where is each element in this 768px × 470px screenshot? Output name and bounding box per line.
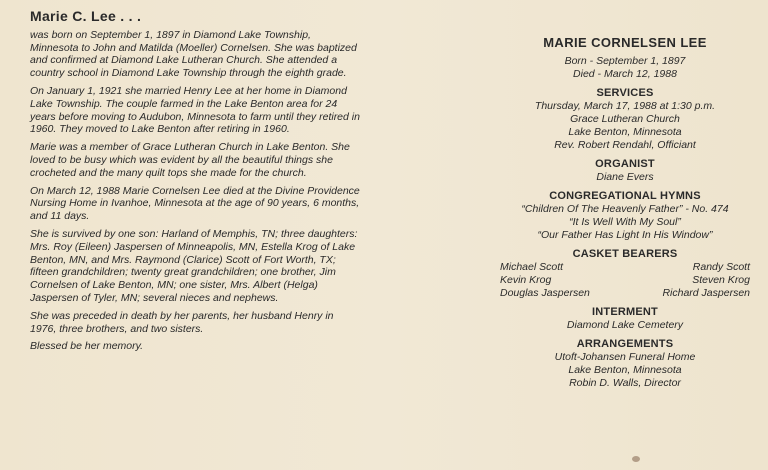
obituary-paragraph: was born on September 1, 1897 in Diamond Lake Township, Minnesota to John and Matilda (Moeller) Cornelsen. She was baptized and confirmed at Diamond Lake Lutheran Church. She attended a country school in Diamond Lake Township through the eighth grade. [30,28,357,80]
bearers-list [500,261,750,300]
organist-name: Diane Evers [596,171,654,183]
bearer-name: Richard Jaspersen [662,287,750,299]
hymn-title: “Children Of The Heavenly Father” - No. 474 [521,203,729,215]
bearers-heading: CASKET BEARERS [572,248,678,260]
hymns-heading: CONGREGATIONAL HYMNS [549,190,701,202]
services-line: Rev. Robert Rendahl, Officiant [554,139,696,151]
arrangements-heading: ARRANGEMENTS [576,338,674,350]
interment-place: Diamond Lake Cemetery [566,319,684,331]
hymn-title: “It Is Well With My Soul” [569,216,681,228]
bearer-name: Steven Krog [692,274,750,286]
services-line: Thursday, March 17, 1988 at 1:30 p.m. [534,100,716,112]
died-date: Died - March 12, 1988 [573,68,677,80]
paper-stain [632,456,640,462]
obituary-column [30,10,360,358]
service-program [500,36,750,390]
bearer-name: Kevin Krog [500,274,552,286]
obituary-paragraph: Blessed be her memory. [30,340,144,353]
obituary-paragraph: She is survived by one son: Harland of Memphis, TN; three daughters: Mrs. Roy (Eileen) Jaspersen of Minneapolis, MN, Estella Krog of Lake Benton, MN, and Mrs. Raymond (Clarice) Scott of Fort Worth, TX; fifteen grandchildren; twenty great grandchildren; one brother, Jim Cornelsen of Lake Benton, MN; one sister, Mrs. Albert (Helga) Jaspersen of Tyler, MN; several nieces and nephews. [30,227,358,304]
arrangements-line: Robin D. Walls, Director [569,377,681,389]
services-line: Grace Lutheran Church [570,113,680,125]
obituary-heading: Marie C. Lee . . . [30,8,142,24]
arrangements-line: Lake Benton, Minnesota [568,364,682,376]
obituary-paragraph: On March 12, 1988 Marie Cornelsen Lee died at the Divine Providence Nursing Home in Ivanhoe, Minnesota at the age of 90 years, 6 months, and 11 days. [30,184,360,223]
deceased-name: MARIE CORNELSEN LEE [543,35,707,50]
obituary-paragraph: Marie was a member of Grace Lutheran Church in Lake Benton. She loved to be busy which was evident by all the beautiful things she crocheted and the many quilt tops she made for the church. [30,141,350,179]
obituary-paragraph: On January 1, 1921 she married Henry Lee at her home in Diamond Lake Township. The couple farmed in the Lake Benton area for 24 years before moving to Audubon, Minnesota to farm until they retired in 1960. They moved to Lake Benton after retiring in 1960. [30,84,360,136]
organist-heading: ORGANIST [595,158,655,170]
bearer-name: Michael Scott [500,261,564,273]
born-date: Born - September 1, 1897 [564,55,686,67]
bearer-name: Randy Scott [692,261,750,273]
services-heading: SERVICES [596,87,654,99]
interment-heading: INTERMENT [592,306,658,318]
hymn-title: “Our Father Has Light In His Window” [537,229,713,241]
bearer-name: Douglas Jaspersen [500,287,590,299]
arrangements-line: Utoft-Johansen Funeral Home [554,351,696,363]
obituary-paragraph: She was preceded in death by her parents, her husband Henry in 1976, three brothers, and two sisters. [30,309,334,335]
services-line: Lake Benton, Minnesota [568,126,682,138]
